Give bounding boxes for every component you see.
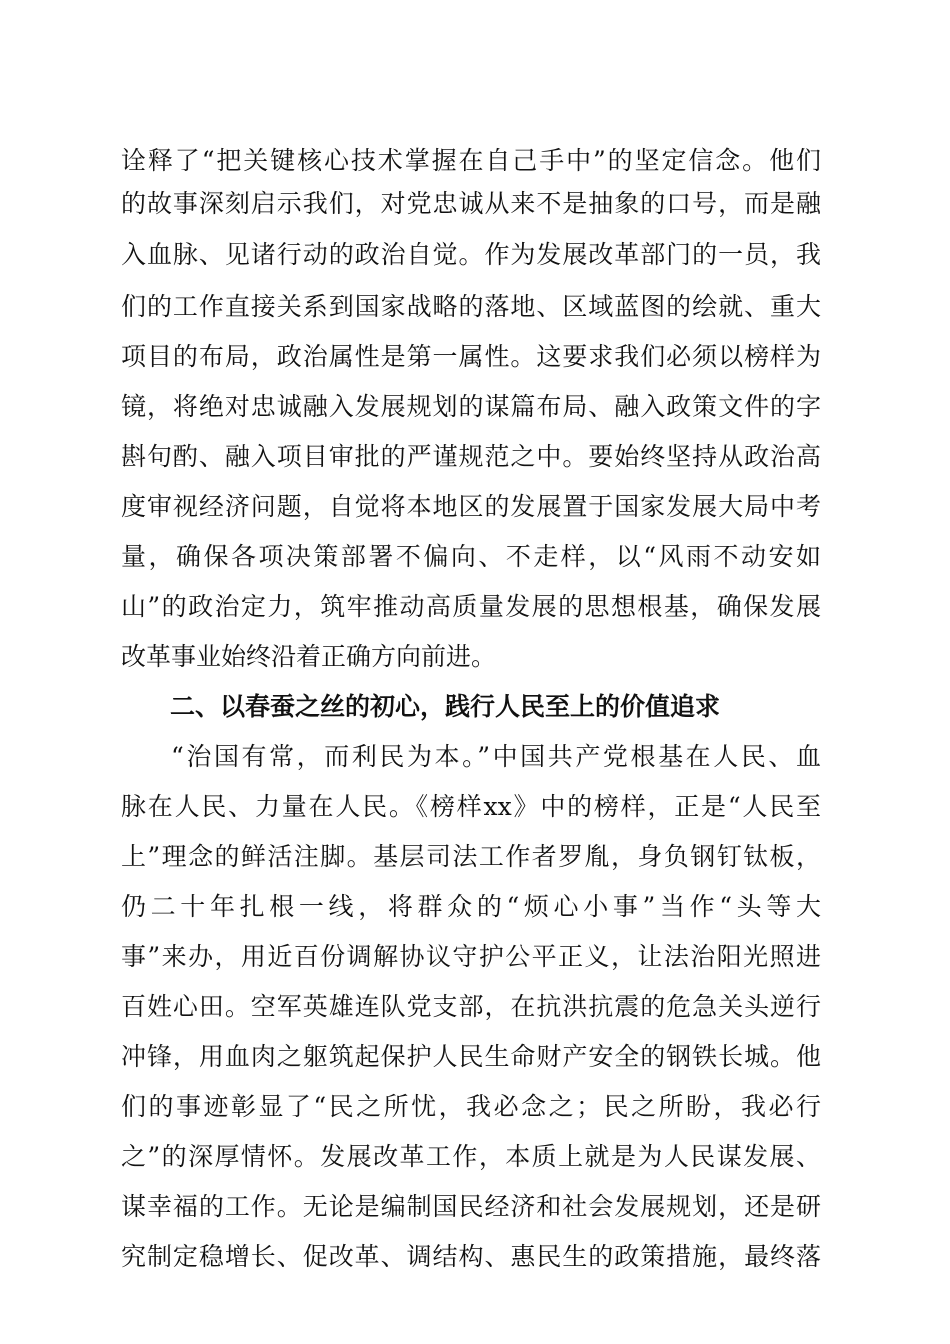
paragraph-line: 之”的深厚情怀。发展改革工作，本质上就是为人民谋发展、 xyxy=(121,1142,821,1171)
paragraph-line: 百姓心田。空军英雄连队党支部，在抗洪抗震的危急关头逆行 xyxy=(121,992,821,1021)
paragraph-line: 上”理念的鲜活注脚。基层司法工作者罗胤，身负钢钉钛板， xyxy=(121,842,821,871)
paragraph-line: 仍二十年扎根一线，将群众的“烦心小事”当作“头等大 xyxy=(121,892,821,921)
paragraph-line: 山”的政治定力，筑牢推动高质量发展的思想根基，确保发展 xyxy=(121,592,821,621)
paragraph-line: 们的工作直接关系到国家战略的落地、区域蓝图的绘就、重大 xyxy=(121,292,821,321)
paragraph-line: 斟句酌、融入项目审批的严谨规范之中。要始终坚持从政治高 xyxy=(121,442,821,471)
paragraph-line: 们的事迹彰显了“民之所忧，我必念之；民之所盼，我必行 xyxy=(121,1092,821,1121)
paragraph-line: 项目的布局，政治属性是第一属性。这要求我们必须以榜样为 xyxy=(121,342,821,371)
paragraph-line: 谋幸福的工作。无论是编制国民经济和社会发展规划，还是研 xyxy=(121,1192,821,1221)
paragraph-line: 冲锋，用血肉之躯筑起保护人民生命财产安全的钢铁长城。他 xyxy=(121,1042,821,1071)
paragraph-line: 镜，将绝对忠诚融入发展规划的谋篇布局、融入政策文件的字 xyxy=(121,392,821,421)
paragraph-line: 改革事业始终沿着正确方向前进。 xyxy=(121,642,497,671)
paragraph-line: 量，确保各项决策部署不偏向、不走样，以“风雨不动安如 xyxy=(121,542,821,571)
paragraph-line: 诠释了“把关键核心技术掌握在自己手中”的坚定信念。他们 xyxy=(121,146,821,175)
paragraph-line: 脉在人民、力量在人民。《榜样xx》中的榜样，正是“人民至 xyxy=(121,792,821,821)
paragraph-line: 入血脉、见诸行动的政治自觉。作为发展改革部门的一员，我 xyxy=(121,240,821,269)
section-heading: 二、以春蚕之丝的初心，践行人民至上的价值追求 xyxy=(170,692,721,721)
paragraph-line: “治国有常，而利民为本。”中国共产党根基在人民、血 xyxy=(171,742,821,771)
paragraph-line: 度审视经济问题，自觉将本地区的发展置于国家发展大局中考 xyxy=(121,492,821,521)
paragraph-line: 的故事深刻启示我们，对党忠诚从来不是抽象的口号，而是融 xyxy=(121,189,821,218)
paragraph-line: 究制定稳增长、促改革、调结构、惠民生的政策措施，最终落 xyxy=(121,1242,821,1271)
paragraph-line: 事”来办，用近百份调解协议守护公平正义，让法治阳光照进 xyxy=(121,942,821,971)
